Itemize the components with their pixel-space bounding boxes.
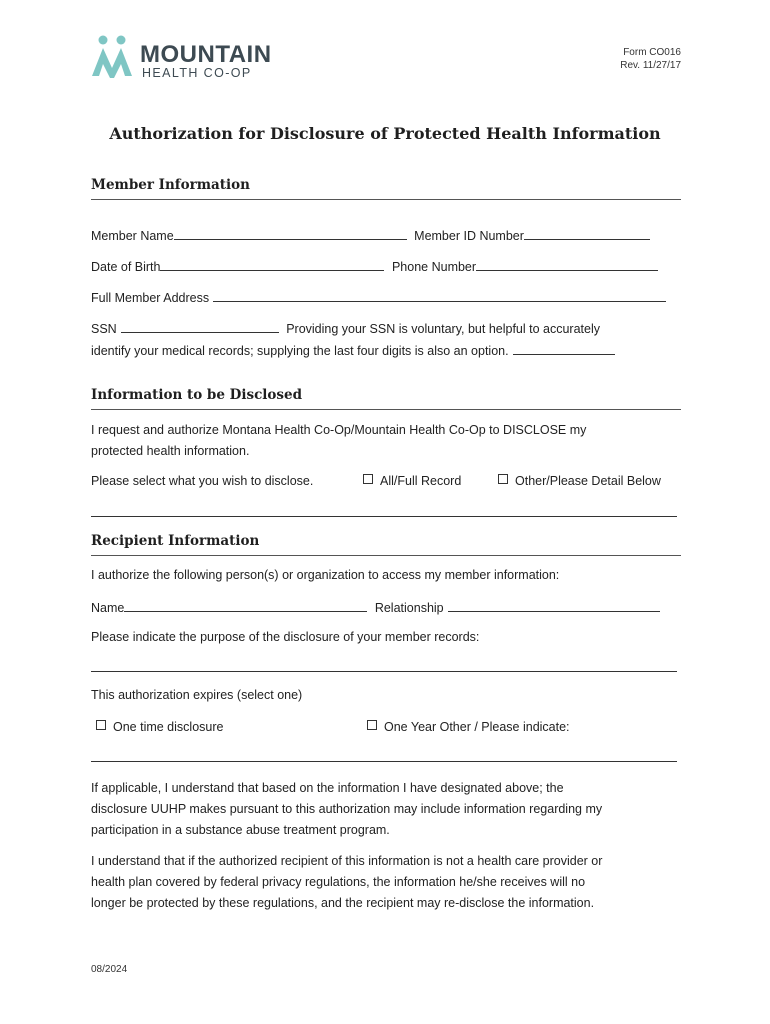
substance-abuse-paragraph [91, 778, 691, 841]
option-full-record[interactable] [363, 474, 461, 488]
ssn-note-continued: identify your medical records; supplying the last four digits is also an option. [91, 344, 509, 358]
logo-subtitle: HEALTH CO-OP [142, 66, 252, 80]
document-title: Authorization for Disclosure of Protected Health Information [109, 124, 661, 143]
logo-mark-icon [90, 34, 136, 80]
checkbox-full-record[interactable] [363, 474, 373, 484]
form-revision: Rev. 11/27/17 [620, 60, 681, 71]
disclosure-detail-field[interactable] [91, 516, 677, 517]
ssn-row [91, 320, 681, 336]
checkbox-one-year[interactable] [367, 720, 377, 730]
form-identifier [620, 46, 681, 72]
para2-line1: I understand that if the authorized recipient of this information is not a health care provider or [91, 854, 603, 868]
address-label: Full Member Address [91, 291, 210, 305]
purpose-label: Please indicate the purpose of the disclosure of your member records: [91, 630, 480, 644]
authorize-text: I authorize the following person(s) or organization to access my member information: [91, 568, 560, 582]
ssn-field[interactable] [121, 320, 279, 333]
logo-name: MOUNTAIN [140, 41, 272, 68]
disclosure-request-line-1: I request and authorize Montana Health Co-Op/Mountain Health Co-Op to DISCLOSE my [91, 423, 587, 437]
option-one-year-label: One Year Other / Please indicate: [384, 720, 570, 734]
para2-line2: health plan covered by federal privacy regulations, the information he/she receives will no [91, 875, 586, 889]
phone-field[interactable] [476, 258, 658, 271]
recipient-name-label: Name [91, 601, 125, 615]
recipient-name-field[interactable] [124, 599, 367, 612]
dob-label: Date of Birth [91, 260, 161, 274]
ssn-last-four-field[interactable] [513, 342, 615, 355]
expires-options-row [91, 720, 681, 736]
member-name-label: Member Name [91, 229, 174, 243]
option-one-year[interactable] [367, 720, 570, 734]
member-id-label: Member ID Number [414, 229, 524, 243]
section-information-disclosed: Information to be Disclosed [91, 387, 681, 410]
para1-line3: participation in a substance abuse treatment program. [91, 823, 390, 837]
dob-field[interactable] [160, 258, 384, 271]
address-row [91, 289, 681, 305]
address-field[interactable] [213, 289, 666, 302]
para2-line3: longer be protected by these regulations, and the recipient may re-disclose the information. [91, 896, 595, 910]
option-one-time[interactable] [96, 720, 223, 734]
relationship-label: Relationship [374, 601, 444, 615]
member-id-field[interactable] [524, 227, 650, 240]
section-recipient-information: Recipient Information [91, 533, 681, 556]
redisclosure-paragraph [91, 851, 691, 914]
purpose-field[interactable] [91, 671, 677, 672]
phone-label: Phone Number [391, 260, 477, 274]
member-name-row [91, 227, 681, 243]
expiration-detail-field[interactable] [91, 761, 677, 762]
ssn-note-row [91, 342, 681, 358]
disclose-select-row [91, 474, 681, 490]
dob-row [91, 258, 681, 274]
ssn-label: SSN [91, 322, 117, 336]
disclose-select-label: Please select what you wish to disclose. [91, 474, 314, 488]
option-other-record-label: Other/Please Detail Below [515, 474, 661, 488]
checkbox-one-time[interactable] [96, 720, 106, 730]
ssn-note: Providing your SSN is voluntary, but helpful to accurately [286, 322, 600, 336]
disclosure-request [91, 420, 691, 462]
member-name-field[interactable] [174, 227, 407, 240]
expires-label: This authorization expires (select one) [91, 688, 303, 702]
para1-line1: If applicable, I understand that based on the information I have designated above; the [91, 781, 564, 795]
section-member-information: Member Information [91, 177, 681, 200]
recipient-name-row [91, 599, 681, 615]
option-full-record-label: All/Full Record [380, 474, 462, 488]
relationship-field[interactable] [448, 599, 660, 612]
para1-line2: disclosure UUHP makes pursuant to this authorization may include information regarding my [91, 802, 603, 816]
option-one-time-label: One time disclosure [113, 720, 224, 734]
disclosure-request-line-2: protected health information. [91, 444, 250, 458]
form-number: Form CO016 [623, 47, 681, 58]
option-other-record[interactable] [498, 474, 661, 488]
footer-date: 08/2024 [91, 964, 128, 975]
company-logo [90, 34, 270, 80]
checkbox-other-record[interactable] [498, 474, 508, 484]
